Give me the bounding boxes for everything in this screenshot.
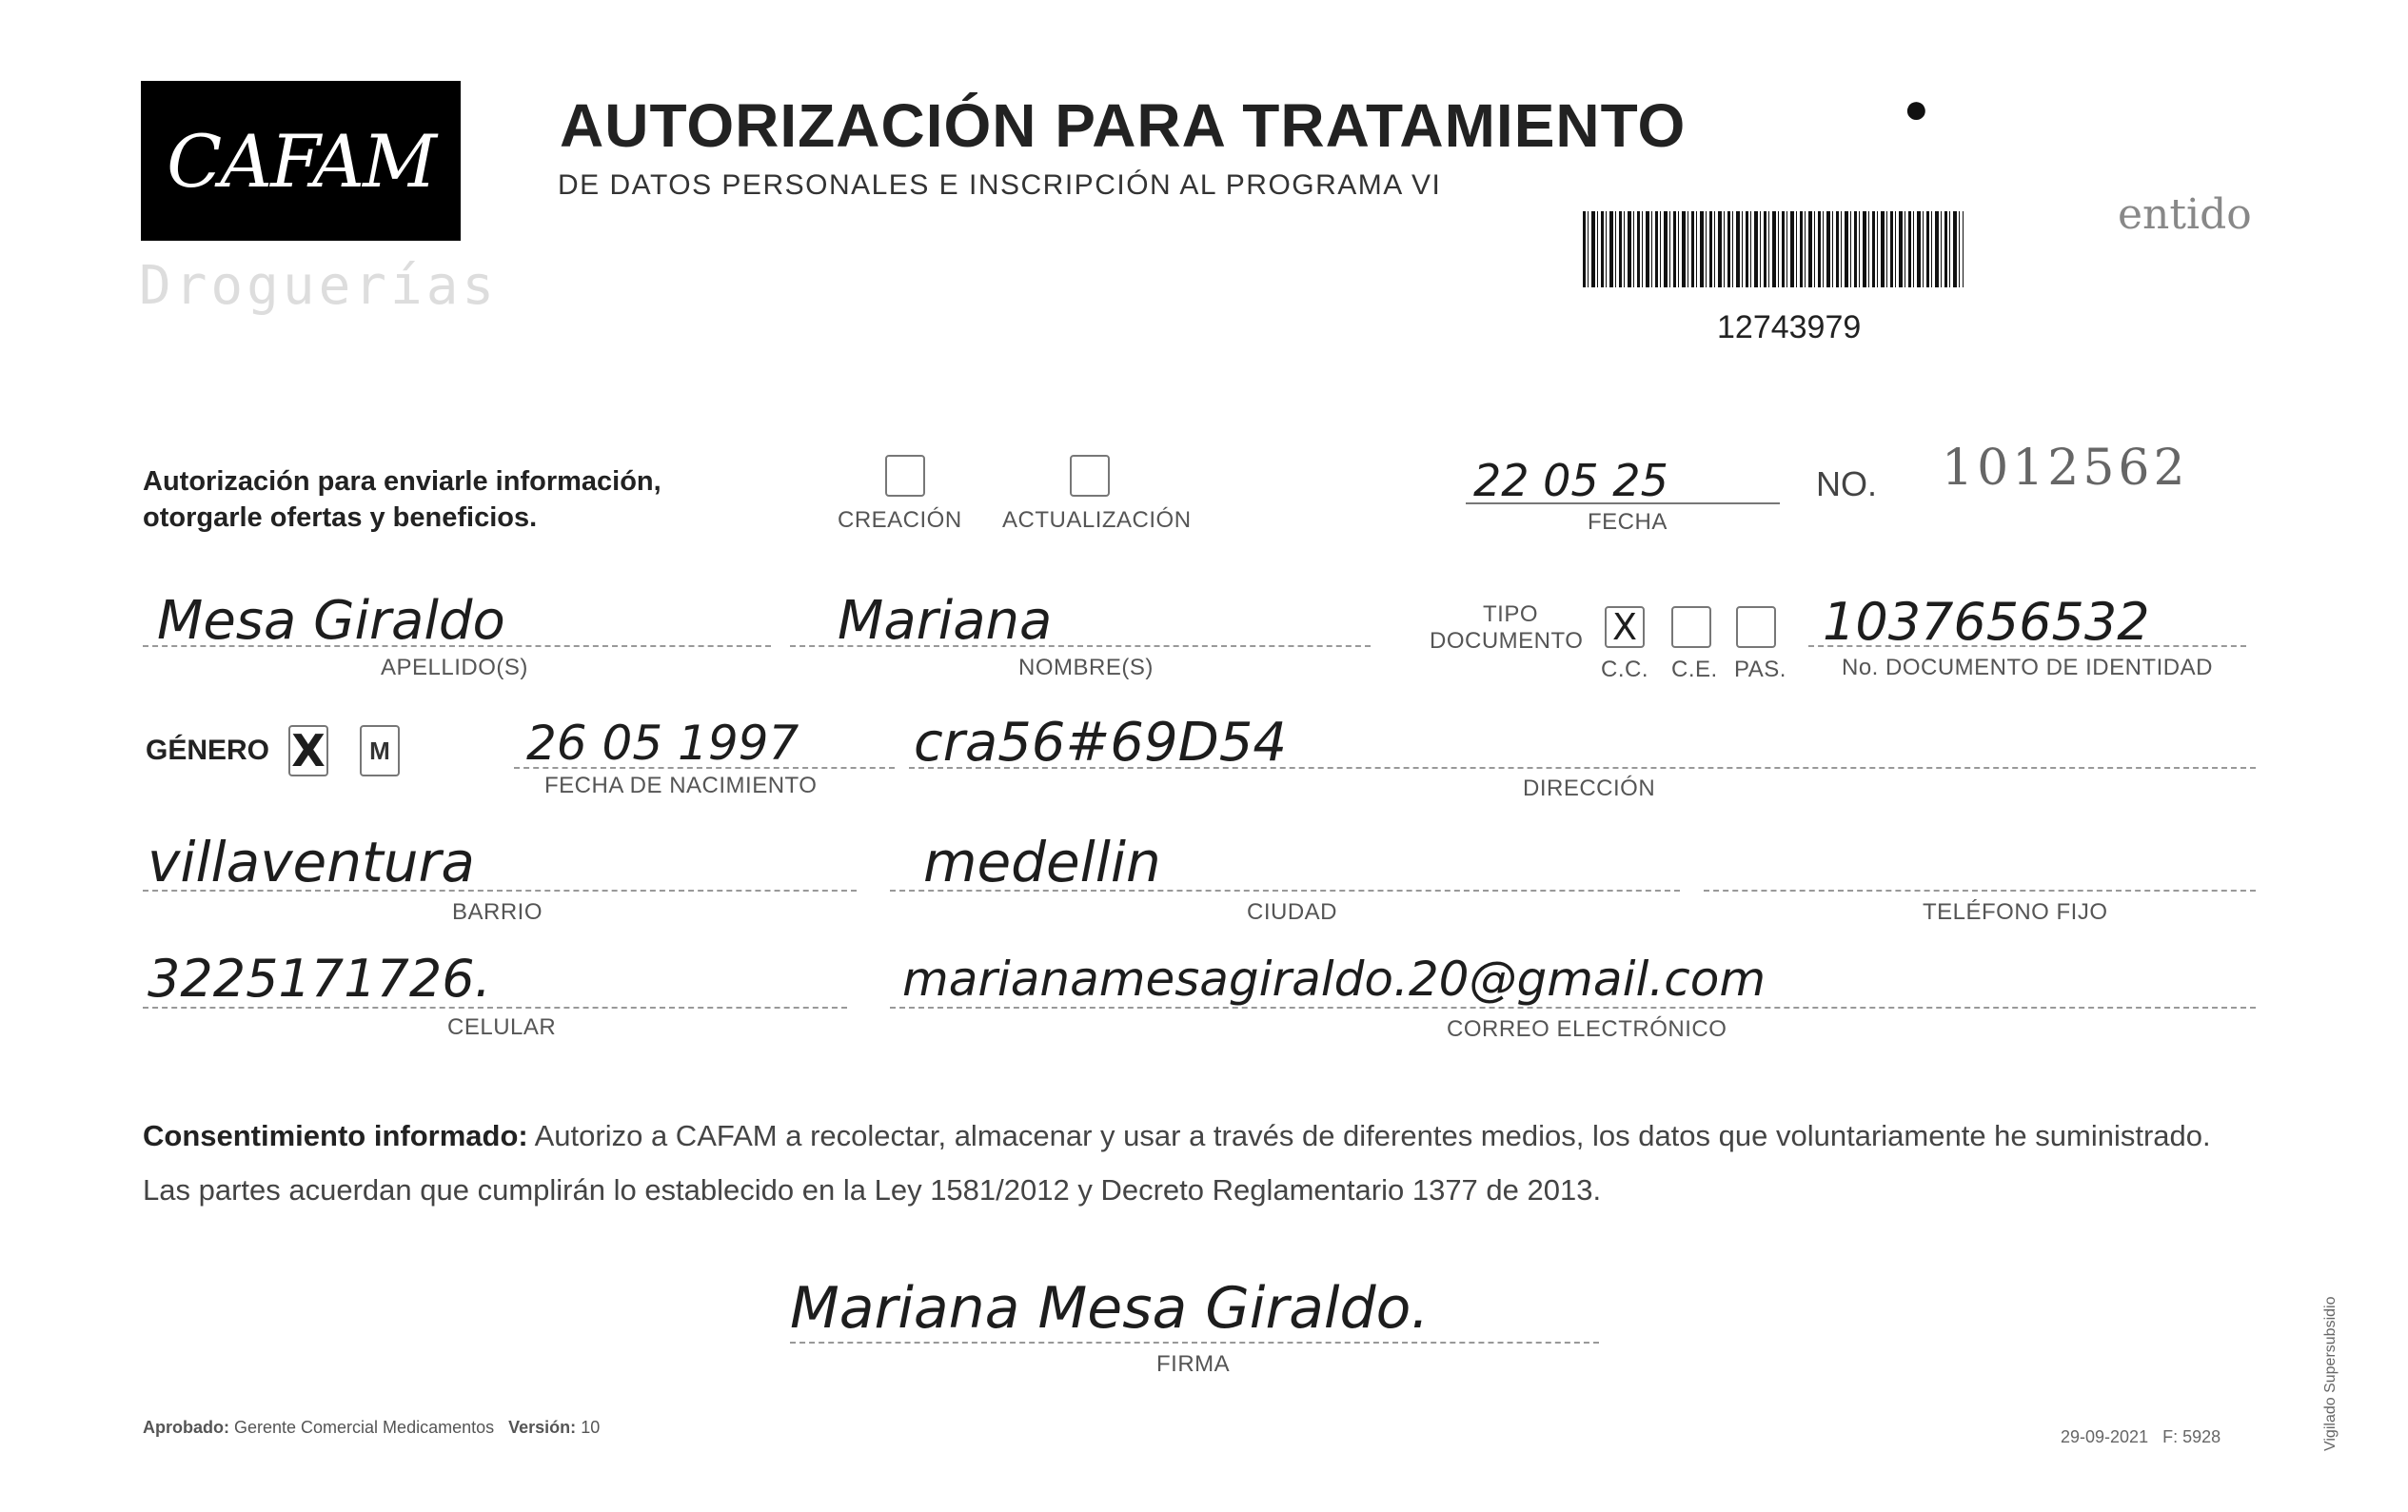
celular-value[interactable]: 3225171726. (148, 949, 491, 1009)
actualizacion-label: ACTUALIZACIÓN (1002, 507, 1192, 533)
celular-label: CELULAR (447, 1014, 557, 1040)
nombre-value[interactable]: Mariana (838, 590, 1053, 652)
ce-checkbox[interactable] (1671, 606, 1711, 648)
barrio-value[interactable]: villaventura (148, 830, 475, 894)
consent-paragraph-1 (143, 1119, 2211, 1153)
nacimiento-value[interactable]: 26 05 1997 (526, 716, 799, 771)
signature-value: Mariana Mesa Giraldo. (790, 1275, 1430, 1342)
doc-number-value[interactable]: 1037656532 (1823, 592, 2150, 652)
no-label: NO. (1816, 464, 1878, 503)
footer-approval (143, 1418, 600, 1438)
genero-m-checkbox[interactable] (360, 725, 400, 776)
nacimiento-label: FECHA DE NACIMIENTO (544, 773, 818, 798)
barcode (1583, 211, 1964, 287)
document-title: AUTORIZACIÓN PARA TRATAMIENTO (560, 91, 1687, 160)
creacion-checkbox[interactable] (885, 455, 925, 497)
documento-label: DOCUMENTO (1430, 628, 1584, 654)
cc-label: C.C. (1601, 657, 1648, 682)
doc-number-label: No. DOCUMENTO DE IDENTIDAD (1842, 655, 2213, 680)
consent-text-1: Autorizo a CAFAM a recolectar, almacenar y usar a través de diferentes medios, los datos que voluntariamente he suministrado. (527, 1119, 2211, 1152)
side-vigilado-text: Vigilado Supersubsidio (2322, 1296, 2339, 1451)
aprobado-value: Gerente Comercial Medicamentos (234, 1418, 495, 1437)
correo-value[interactable]: marianamesagiraldo.20@gmail.com (902, 952, 1767, 1007)
apellido-value[interactable]: Mesa Giraldo (157, 590, 505, 652)
no-value: 1012562 (1942, 440, 2189, 497)
logo-subtitle: Droguerías (139, 255, 499, 317)
ink-mark-icon: ● (1904, 86, 1929, 132)
correo-label: CORREO ELECTRÓNICO (1447, 1016, 1727, 1042)
ce-label: C.E. (1671, 657, 1718, 682)
cc-checkbox[interactable] (1605, 606, 1645, 648)
direccion-value[interactable]: cra56#69D54 (914, 712, 1287, 774)
footer-codes (2061, 1427, 2220, 1447)
fecha-value[interactable]: 22 05 25 (1473, 455, 1668, 506)
telefono-label: TELÉFONO FIJO (1923, 899, 2108, 925)
logo-text: CAFAM (167, 118, 435, 204)
form-code: F: 5928 (2162, 1427, 2221, 1446)
consent-text-2: Las partes acuerdan que cumplirán lo establecido en la Ley 1581/2012 y Decreto Reglamentario 1377 de 2013. (143, 1173, 1602, 1207)
consent-title: Consentimiento informado: (143, 1119, 528, 1152)
version-value: 10 (581, 1418, 601, 1437)
genero-m-label: M (369, 736, 390, 765)
date-code: 29-09-2021 (2061, 1427, 2149, 1446)
ciudad-value[interactable]: medellin (923, 830, 1161, 894)
ciudad-label: CIUDAD (1247, 899, 1338, 925)
barcode-number: 12743979 (1717, 309, 1862, 345)
actualizacion-checkbox[interactable] (1070, 455, 1110, 497)
aprobado-label: Aprobado: (143, 1418, 229, 1437)
genero-f-checkbox[interactable] (288, 725, 328, 776)
tipo-label: TIPO (1483, 601, 1539, 627)
auth-line-2: otorgarle ofertas y beneficios. (143, 502, 538, 533)
partial-text: entido (2118, 190, 2252, 239)
direccion-label: DIRECCIÓN (1523, 776, 1656, 801)
cafam-logo (141, 81, 461, 241)
barrio-label: BARRIO (452, 899, 543, 925)
fecha-label: FECHA (1588, 509, 1668, 535)
genero-label: GÉNERO (146, 735, 270, 766)
cc-mark: X (1611, 606, 1638, 648)
version-label: Versión: (508, 1418, 577, 1437)
pas-checkbox[interactable] (1736, 606, 1776, 648)
apellido-label: APELLIDO(S) (381, 655, 528, 680)
auth-line-1: Autorización para enviarle información, (143, 466, 661, 497)
nombre-label: NOMBRE(S) (1018, 655, 1154, 680)
document-subtitle: DE DATOS PERSONALES E INSCRIPCIÓN AL PROGRAMA VI (558, 169, 1442, 201)
signature-label: FIRMA (1156, 1351, 1231, 1377)
pas-label: PAS. (1734, 657, 1786, 682)
creacion-label: CREACIÓN (838, 507, 962, 533)
genero-f-mark: X (291, 725, 326, 776)
